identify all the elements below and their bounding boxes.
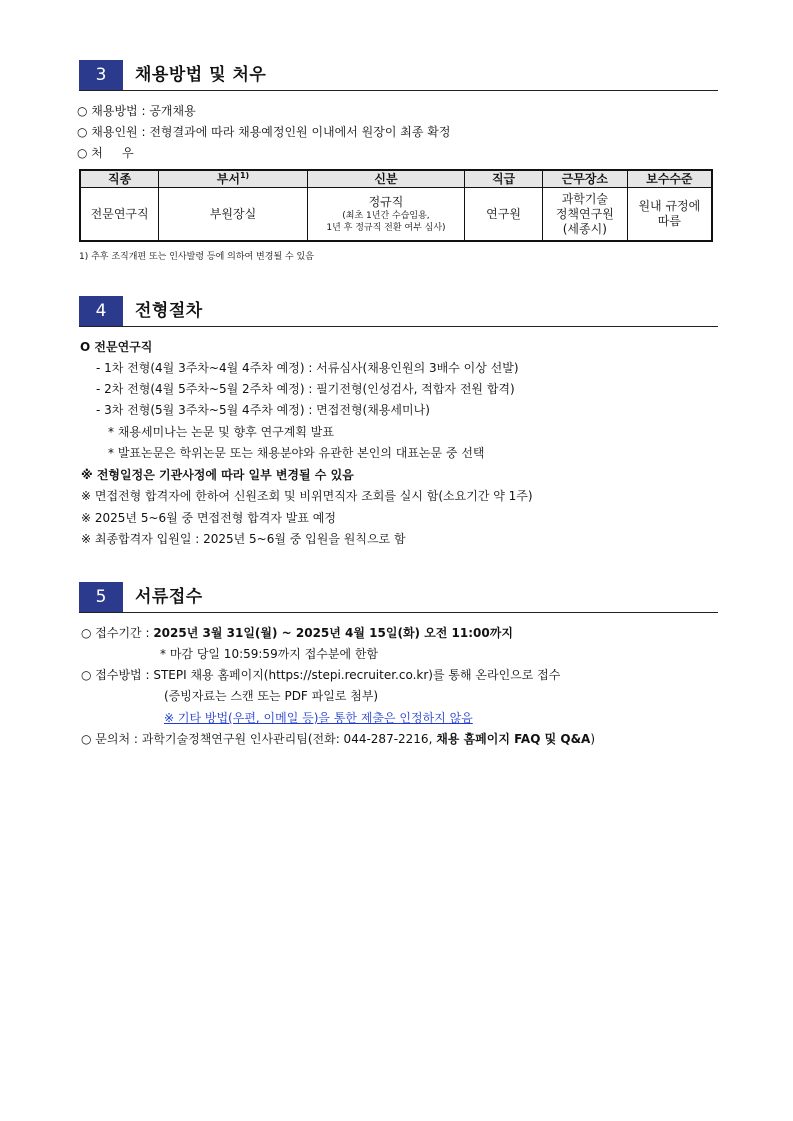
method-line: ○ 접수방법 : STEPI 채용 홈페이지(https://stepi.recruiter.co.kr)를 통해 온라인으로 접수: [81, 668, 561, 682]
pay-line: 따름: [657, 214, 681, 228]
status-note: (최초 1년간 수습임용,: [342, 210, 430, 221]
stage-1: - 1차 전형(4월 3주차~4월 4주차 예정) : 서류심사(채용인원의 3배수 이상 선발): [96, 361, 519, 375]
status-note: 1년 후 정규직 전환 여부 심사): [326, 222, 446, 233]
section-number: 3: [79, 60, 123, 90]
cell-status: [307, 188, 464, 242]
col-header: [159, 170, 307, 188]
section-title: 채용방법 및 처우: [135, 65, 267, 85]
place-line: 과학기술: [561, 191, 609, 206]
section-title: 서류접수: [135, 587, 203, 607]
place-line: (세종시): [562, 221, 607, 236]
section-title: 전형절차: [135, 301, 203, 321]
method-note: (증빙자료는 스캔 또는 PDF 파일로 첨부): [164, 689, 379, 703]
col-header: 신분: [307, 170, 464, 188]
col-header: 근무장소: [542, 170, 627, 188]
start-date-note: ※ 최종합격자 입원일 : 2025년 5~6월 중 입원을 원칙으로 함: [81, 532, 406, 546]
category-heading: O 전문연구직: [80, 340, 153, 354]
section-number: 5: [79, 582, 123, 612]
treatment-table: [79, 169, 713, 242]
col-header: 보수수준: [627, 170, 712, 188]
seminar-note: * 채용세미나는 논문 및 향후 연구계획 발표: [108, 425, 334, 439]
cell-dept: 부원장실: [159, 188, 307, 242]
cell-pay: [627, 188, 712, 242]
stage-3: - 3차 전형(5월 3주차~5월 4주차 예정) : 면접전형(채용세미나): [96, 403, 430, 417]
table-row: [80, 188, 712, 242]
footnote-marker: 1): [239, 170, 250, 180]
contact-label: ○ 문의처 : 과학기술정책연구원 인사관리팀(전화: 044-287-2216,: [81, 732, 437, 746]
place-line: 정책연구원: [555, 206, 614, 221]
announcement-note: ※ 2025년 5~6월 중 면접전형 합격자 발표 예정: [81, 511, 336, 525]
pay-line: 원내 규정에: [638, 199, 701, 213]
col-header: 직종: [80, 170, 159, 188]
table-header-row: [80, 170, 712, 188]
method-warning: ※ 기타 방법(우편, 이메일 등)을 통한 제출은 인정하지 않음: [164, 711, 473, 725]
contact-faq: 채용 홈페이지 FAQ 및 Q&A: [436, 732, 591, 746]
status-main: 정규직: [368, 194, 404, 209]
recruit-count: ○ 채용인원 : 전형결과에 따라 채용예정인원 이내에서 원장이 최종 확정: [77, 125, 451, 139]
cell-grade: 연구원: [465, 188, 543, 242]
contact-line: [81, 731, 595, 747]
recruit-method: ○ 채용방법 : 공개채용: [77, 104, 196, 118]
period-line: [81, 625, 513, 641]
contact-end: ): [590, 732, 596, 746]
section-number: 4: [79, 296, 123, 326]
treatment-label: ○ 처 우: [77, 146, 134, 160]
paper-note: * 발표논문은 학위논문 또는 채용분야와 유관한 본인의 대표논문 중 선택: [108, 446, 485, 460]
col-header-label: 부서: [216, 171, 240, 186]
cell-place: [542, 188, 627, 242]
col-header: 직급: [465, 170, 543, 188]
period-value: 2025년 3월 31일(월) ~ 2025년 4월 15일(화) 오전 11:00까지: [153, 626, 513, 640]
cell-job: 전문연구직: [80, 188, 159, 242]
deadline-note: * 마감 당일 10:59:59까지 접수분에 한함: [160, 647, 379, 661]
section-5-header: [79, 582, 718, 613]
stage-2: - 2차 전형(4월 5주차~5월 2주차 예정) : 필기전형(인성검사, 적합자 전원 합격): [96, 382, 515, 396]
period-label: ○ 접수기간 :: [81, 626, 154, 640]
schedule-change-note: ※ 전형일정은 기관사정에 따라 일부 변경될 수 있음: [81, 468, 354, 482]
background-check-note: ※ 면접전형 합격자에 한하여 신원조회 및 비위면직자 조회를 실시 함(소요기간 약 1주): [81, 489, 533, 503]
section-4-header: [79, 296, 718, 327]
section-3-header: [79, 60, 718, 91]
footnote: 1) 추후 조직개편 또는 인사발령 등에 의하여 변경될 수 있음: [79, 252, 314, 262]
